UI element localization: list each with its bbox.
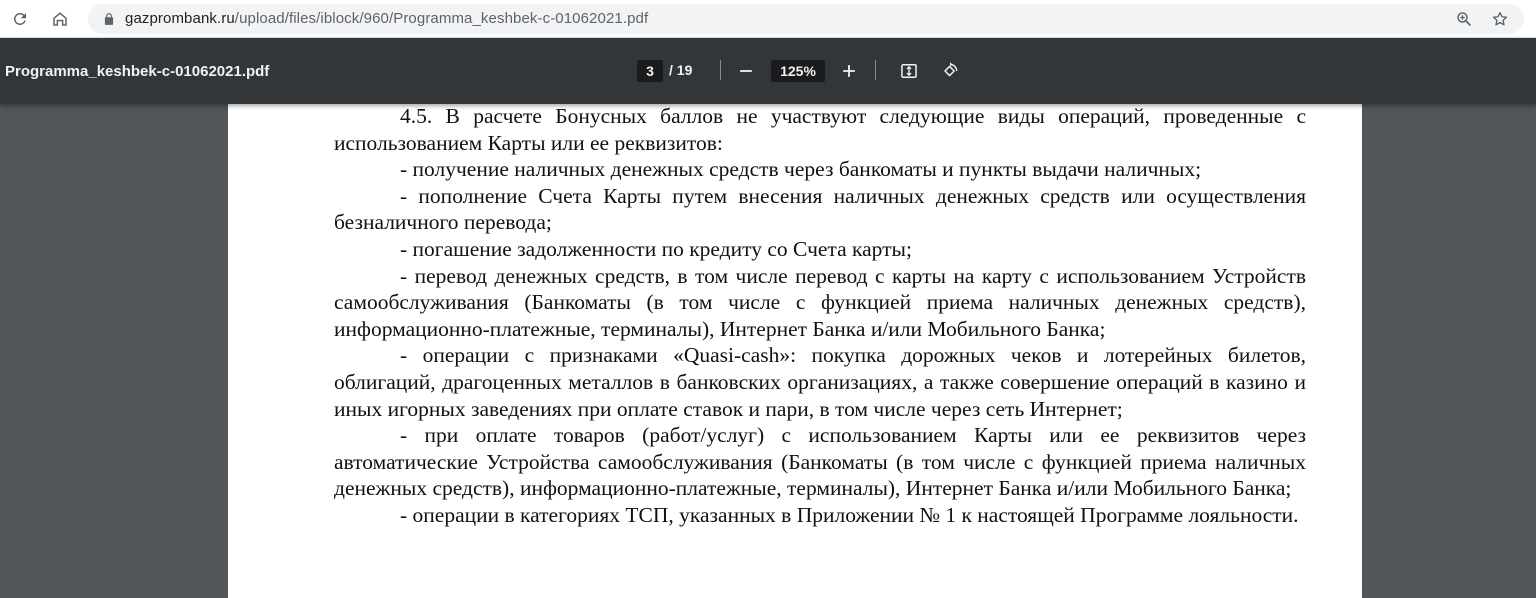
bookmark-star-icon[interactable]	[1488, 7, 1512, 31]
paragraph: - получение наличных денежных средств через банкоматы и пункты выдачи наличных;	[400, 157, 1202, 182]
url-path: /upload/files/iblock/960/Programma_keshbek-c-01062021.pdf	[234, 10, 649, 27]
url-text	[125, 10, 648, 27]
lock-icon[interactable]	[102, 12, 116, 26]
zoom-in-icon[interactable]	[837, 59, 861, 83]
reload-icon[interactable]	[8, 7, 32, 31]
browser-toolbar	[0, 0, 1536, 38]
address-bar[interactable]	[88, 4, 1524, 34]
toolbar-divider	[875, 60, 876, 80]
zoom-level-input[interactable]: 125%	[771, 60, 825, 82]
toolbar-divider	[720, 60, 721, 80]
paragraph: - погашение задолженности по кредиту со Счета карты;	[400, 236, 912, 261]
paragraph: - перевод денежных средств, в том числе перевод с карты на карту с использованием Устройств самообслуживания (Банкоматы (в том числе с функцией приема наличных денежных средств), информационно-платежные, терминалы), Интернет Банка и/или Мобильного Банка;	[334, 263, 1306, 341]
paragraph: - операции с признаками «Quasi-cash»: покупка дорожных чеков и лотерейных билетов, облигаций, драгоценных металлов в банковских организациях, а также совершение операций в казино и иных игорных заведениях при оплате ставок и пари, в том числе через сеть Интернет;	[334, 343, 1306, 421]
zoom-out-icon[interactable]	[734, 59, 758, 83]
home-icon[interactable]	[48, 7, 72, 31]
paragraph: - при оплате товаров (работ/услуг) с использованием Карты или ее реквизитов через автоматические Устройства самообслуживания (Банкоматы (в том числе с функцией приема наличных денежных средств), информационно-платежные, терминалы), Интернет Банка и/или Мобильного Банка;	[334, 423, 1306, 501]
rotate-icon[interactable]	[938, 59, 962, 83]
paragraph: - пополнение Счета Карты путем внесения наличных денежных средств или осуществления безналичного перевода;	[334, 183, 1306, 235]
url-host: gazprombank.ru	[125, 10, 235, 27]
pdf-file-name: Programma_keshbek-c-01062021.pdf	[5, 63, 270, 80]
page-total: / 19	[669, 62, 693, 78]
zoom-icon[interactable]	[1452, 7, 1476, 31]
page-number-input[interactable]: 3	[637, 60, 663, 82]
page-text	[334, 103, 1306, 529]
paragraph: - операции в категориях ТСП, указанных в Приложении № 1 к настоящей Программе лояльности.	[400, 502, 1299, 527]
pdf-page	[228, 98, 1362, 598]
fit-page-icon[interactable]	[897, 59, 921, 83]
pdf-toolbar	[0, 38, 1536, 104]
paragraph: 4.5. В расчете Бонусных баллов не участвуют следующие виды операций, проведенные с использованием Карты или ее реквизитов:	[334, 104, 1306, 155]
